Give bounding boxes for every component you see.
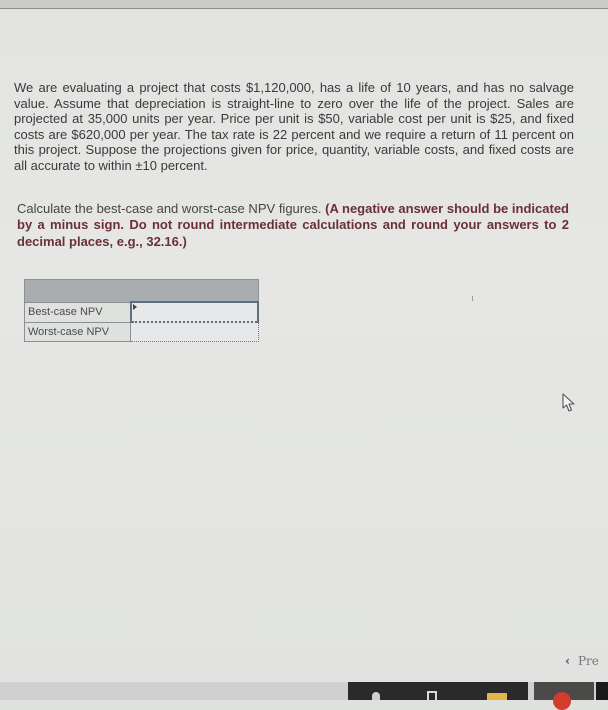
worst-case-label: Worst-case NPV <box>25 322 131 342</box>
browser-top-edge <box>0 0 608 9</box>
worst-case-cell[interactable] <box>131 322 258 342</box>
taskbar-window-icon[interactable] <box>427 691 437 700</box>
folder-icon[interactable] <box>487 693 507 700</box>
best-case-npv-input[interactable] <box>132 303 257 321</box>
browser-icon[interactable] <box>553 692 571 710</box>
cell-flag-icon <box>133 304 137 310</box>
taskbar-app-icon[interactable] <box>372 692 380 700</box>
instruction-text <box>17 201 569 250</box>
mouse-pointer-icon <box>561 393 577 413</box>
table-row-best-case <box>25 302 259 322</box>
prev-label: Pre <box>577 654 599 668</box>
prev-button[interactable] <box>565 654 599 668</box>
table-header <box>25 280 259 303</box>
instruction-prompt: Calculate the best-case and worst-case NPV figures. <box>17 201 326 216</box>
best-case-label: Best-case NPV <box>25 302 131 322</box>
best-case-cell[interactable] <box>131 302 258 322</box>
worst-case-npv-input[interactable] <box>131 323 257 341</box>
stray-mark <box>472 296 473 301</box>
taskbar-edge <box>596 682 608 700</box>
taskbar <box>0 682 608 700</box>
table-row-worst-case <box>25 322 259 342</box>
npv-answer-table <box>24 279 259 342</box>
chevron-left-icon: ‹ <box>565 654 570 668</box>
question-text: We are evaluating a project that costs $1,120,000, has a life of 10 years, and has no salvage value. Assume that depreciation is straight-line to zero over the life of the project. Sales are projected at 35,000 units per year. Price per unit is $50, variable cost per unit is $25, and fixed costs are $620,000 per year. The tax rate is 22 percent and we require a return of 11 percent on this project. Suppose the projections given for price, quantity, variable costs, and fixed costs are all accurate to within ±10 percent. <box>14 80 574 173</box>
instruction-note: (A negative answer should be indicated by a minus sign. Do not round intermediate calculations and round your answers to 2 decimal places, e.g., 32.16.) <box>17 201 569 249</box>
